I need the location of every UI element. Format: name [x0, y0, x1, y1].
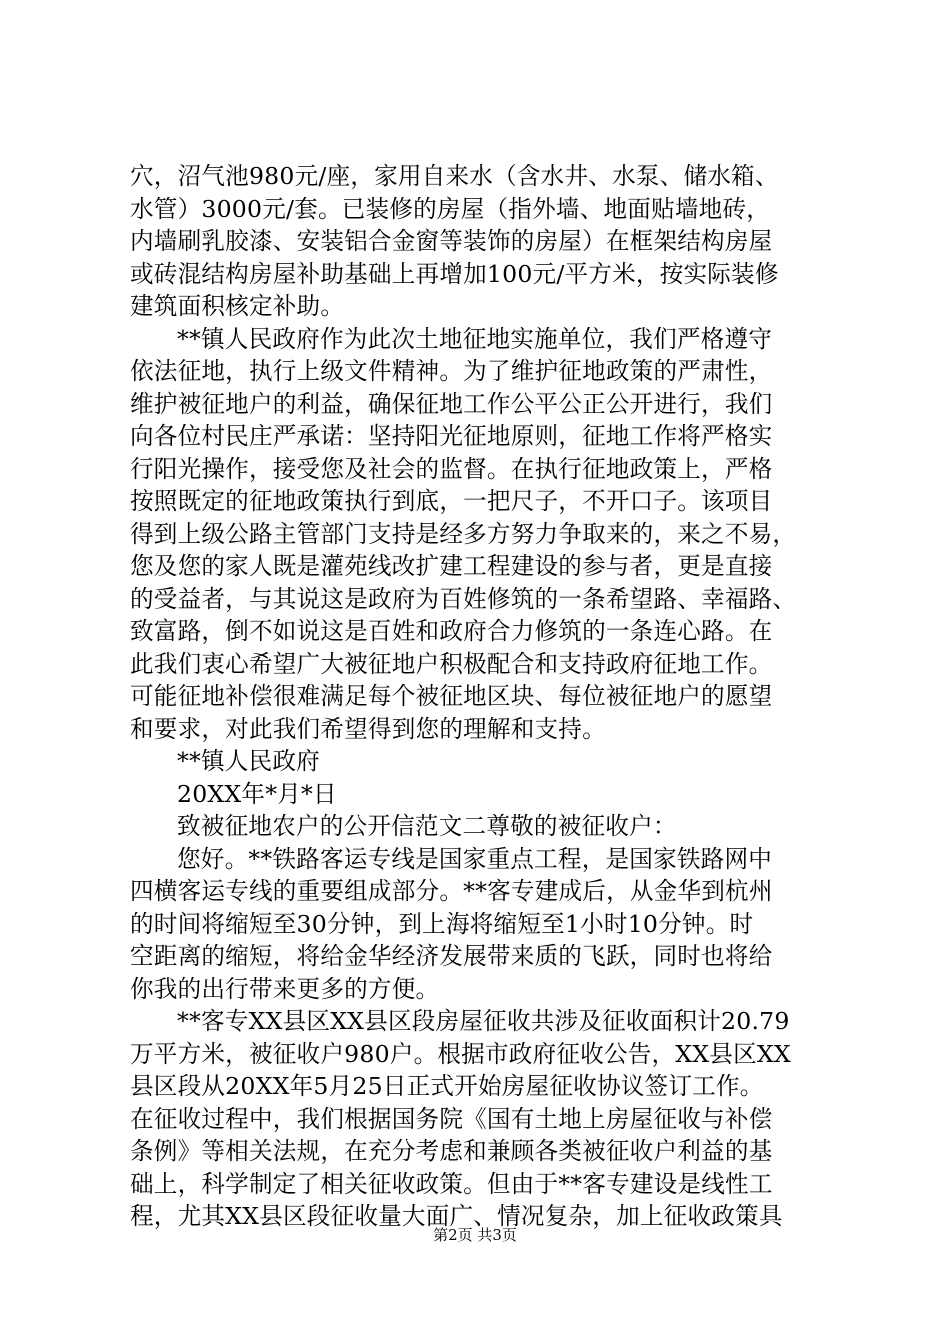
body-line: 的时间将缩短至30分钟，到上海将缩短至1小时10分钟。时: [130, 909, 754, 938]
body-line: 行阳光操作，接受您及社会的监督。在执行征地政策上，严格: [130, 454, 773, 483]
body-line: 万平方米，被征收户980户。根据市政府征收公告，XX县区XX: [130, 1039, 791, 1068]
body-line: 四横客运专线的重要组成部分。**客专建成后，从金华到杭州: [130, 877, 773, 905]
body-line: 维护被征地户的利益，确保征地工作公平公正公开进行，我们: [130, 389, 773, 418]
section-heading: 致被征地农户的公开信范文二尊敬的被征收户：: [177, 812, 677, 840]
body-line: **客专XX县区XX县区段房屋征收共涉及征收面积计20.79: [177, 1007, 790, 1035]
body-line: 或砖混结构房屋补助基础上再增加100元/平方米，按实际装修: [130, 259, 779, 288]
body-line: 条例》等相关法规，在充分考虑和兼顾各类被征收户利益的基: [130, 1137, 773, 1165]
body-line: 在征收过程中，我们根据国务院《国有土地上房屋征收与补偿: [130, 1104, 773, 1133]
signature-org: **镇人民政府: [177, 747, 320, 775]
body-line: 和要求，对此我们希望得到您的理解和支持。: [130, 714, 606, 743]
body-line: 建筑面积核定补助。: [130, 292, 345, 320]
body-line: 您及您的家人既是灌苑线改扩建工程建设的参与者，更是直接: [130, 552, 773, 580]
body-line: 水管）3000元/套。已装修的房屋（指外墙、地面贴墙地砖，: [130, 194, 771, 223]
body-line: 您好。**铁路客运专线是国家重点工程，是国家铁路网中: [177, 844, 773, 873]
body-line: 依法征地，执行上级文件精神。为了维护征地政策的严肃性，: [130, 357, 773, 385]
body-line: 可能征地补偿很难满足每个被征地区块、每位被征地户的愿望: [130, 682, 773, 710]
body-line: **镇人民政府作为此次土地征地实施单位，我们严格遵守: [177, 324, 773, 353]
body-line: 空距离的缩短，将给金华经济发展带来质的飞跃，同时也将给: [130, 942, 773, 970]
body-line: 此我们衷心希望广大被征地户积极配合和支持政府征地工作。: [130, 649, 773, 678]
body-line: 的受益者，与其说这是政府为百姓修筑的一条希望路、幸福路、: [130, 584, 797, 613]
body-line: 向各位村民庄严承诺：坚持阳光征地原则，征地工作将严格实: [130, 422, 773, 450]
document-body: [130, 160, 840, 1233]
page-footer: 第2页 共3页: [433, 1226, 517, 1244]
body-line: 穴，沼气池980元/座，家用自来水（含水井、水泵、储水箱、: [130, 162, 779, 190]
body-line: 础上，科学制定了相关征收政策。但由于**客专建设是线性工: [130, 1169, 773, 1198]
body-line: 你我的出行带来更多的方便。: [130, 974, 440, 1003]
body-line: 程，尤其XX县区段征收量大面广、情况复杂，加上征收政策具: [130, 1202, 783, 1230]
body-line: 按照既定的征地政策执行到底，一把尺子，不开口子。该项目: [130, 487, 773, 515]
body-line: 内墙刷乳胶漆、安装铝合金窗等装饰的房屋）在框架结构房屋: [130, 227, 773, 255]
body-line: 得到上级公路主管部门支持是经多方努力争取来的，来之不易，: [130, 519, 797, 548]
signature-date: 20XX年*月*日: [177, 779, 337, 808]
body-line: 致富路，倒不如说这是百姓和政府合力修筑的一条连心路。在: [130, 617, 773, 645]
body-line: 县区段从20XX年5月25日正式开始房屋征收协议签订工作。: [130, 1072, 764, 1100]
